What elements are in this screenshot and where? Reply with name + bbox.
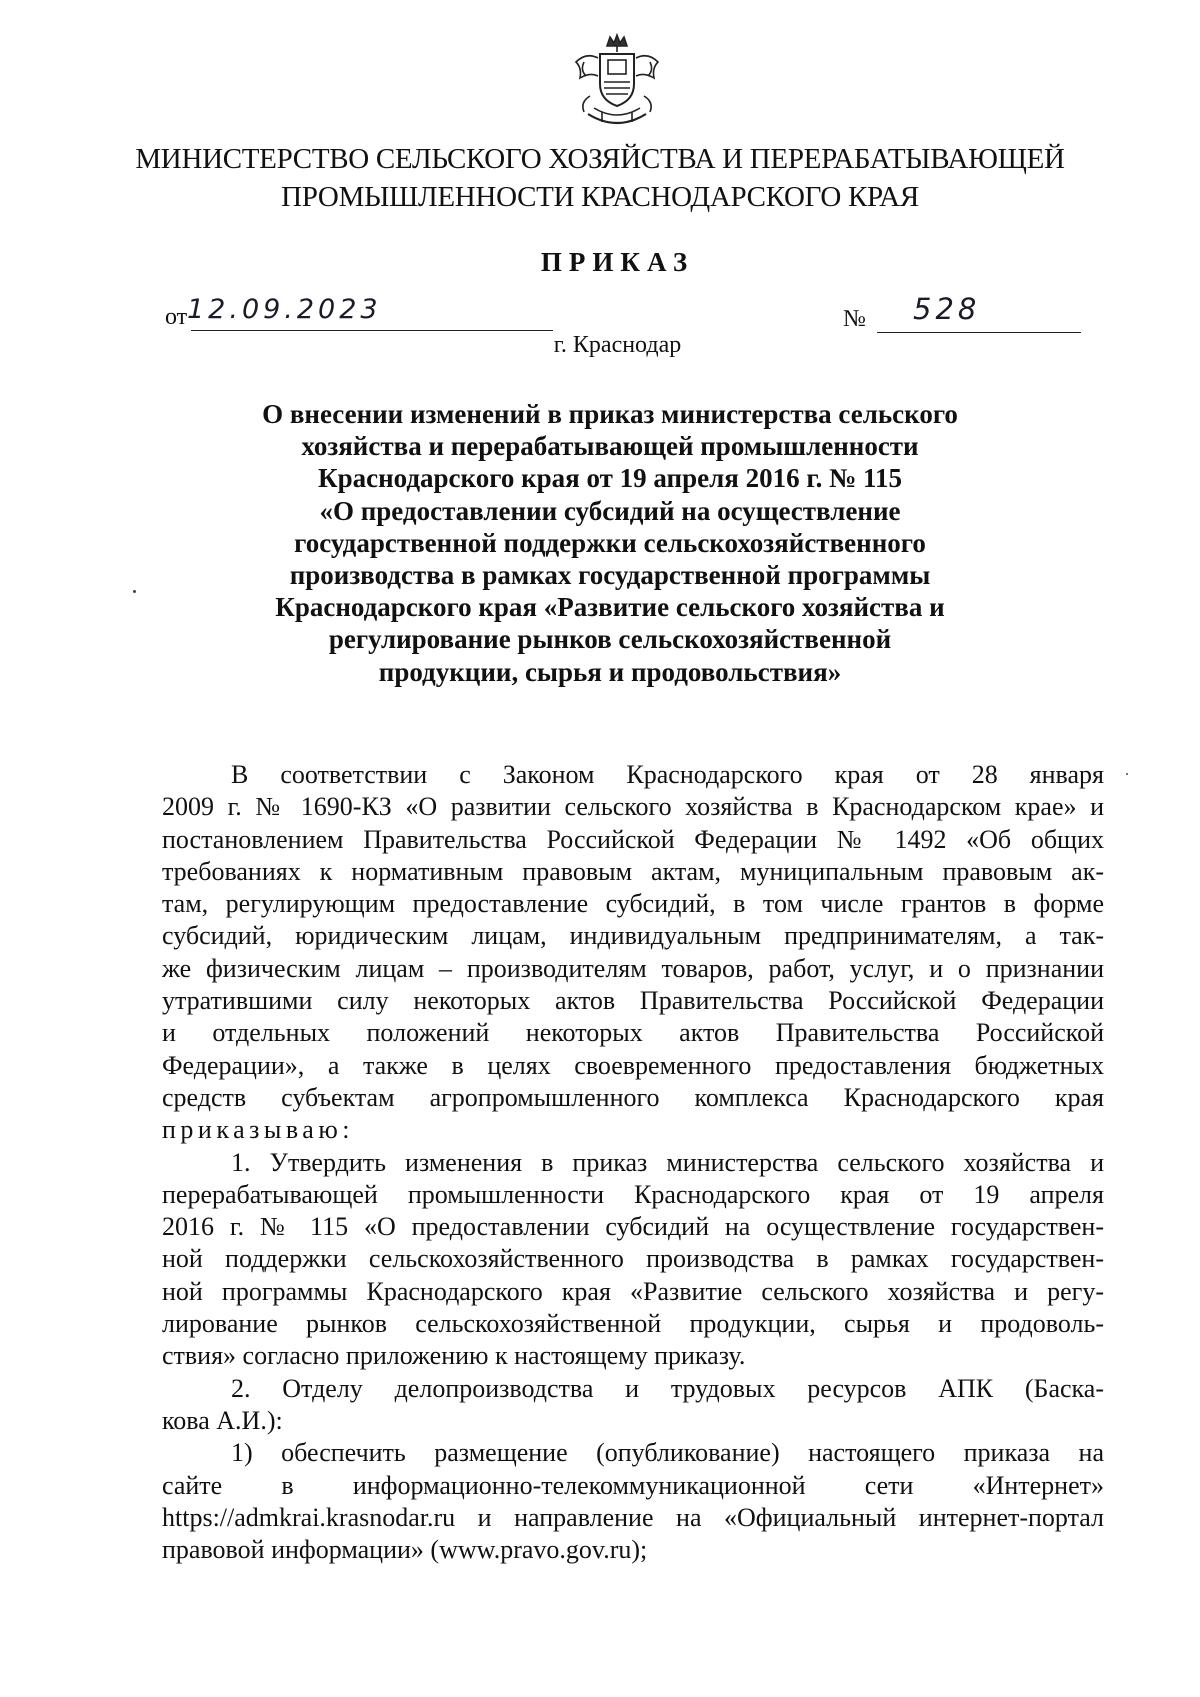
date-underline bbox=[191, 330, 553, 331]
body-line: правовой информации» (www.pravo.gov.ru); bbox=[162, 1535, 648, 1565]
body-line: субсидий, юридическим лицам, индивидуальным предпринимателям, а так- bbox=[162, 921, 1104, 951]
scan-speck bbox=[1126, 773, 1128, 775]
body-line: утратившими силу некоторых актов Правительства Российской Федерации bbox=[162, 986, 1104, 1016]
body-line: ной поддержки сельскохозяйственного производства в рамках государствен- bbox=[162, 1244, 1104, 1274]
ministry-name-line-1: МИНИСТЕРСТВО СЕЛЬСКОГО ХОЗЯЙСТВА И ПЕРЕРАБАТЫВАЮЩЕЙ bbox=[135, 143, 1065, 175]
body-line: перерабатывающей промышленности Краснодарского края от 19 апреля bbox=[162, 1179, 1104, 1209]
title-line: О внесении изменений в приказ министерства сельского bbox=[262, 399, 958, 429]
body-line: В соответствии с Законом Краснодарского края от 28 января bbox=[231, 760, 1104, 789]
handwritten-number: 528 bbox=[913, 292, 981, 326]
body-line: постановлением Правительства Российской Федерации № 1492 «Об общих bbox=[162, 824, 1104, 854]
ministry-name bbox=[100, 140, 1100, 216]
body-line: и отдельных положений некоторых актов Правительства Российской bbox=[162, 1018, 1104, 1048]
title-line: регулирование рынков сельскохозяйственной bbox=[328, 624, 892, 655]
body-line: 2016 г. № 115 «О предоставлении субсидий на осуществление государствен- bbox=[162, 1212, 1104, 1242]
body-line: ствия» согласно приложению к настоящему приказу. bbox=[162, 1341, 746, 1371]
body-line: https://admkrai.krasnodar.ru и направление на «Официальный интернет-портал bbox=[162, 1502, 1104, 1532]
body-line: 2. Отделу делопроизводства и трудовых ресурсов АПК (Баска- bbox=[231, 1373, 1104, 1403]
date-label: от bbox=[165, 304, 188, 330]
body-line: средств субъектам агропромышленного комплекса Краснодарского края bbox=[162, 1082, 1104, 1112]
title-line: производства в рамках государственной программы bbox=[289, 560, 931, 591]
body-line: там, регулирующим предоставление субсидий, в том числе грантов в форме bbox=[162, 889, 1104, 919]
body-line: требованиях к нормативным правовым актам, муниципальным правовым ак- bbox=[162, 856, 1104, 886]
order-title bbox=[160, 398, 1060, 688]
number-label: № bbox=[843, 306, 866, 332]
order-directive: приказываю: bbox=[162, 1115, 354, 1145]
coat-of-arms-emblem bbox=[562, 32, 672, 132]
body-line: лирование рынков сельскохозяйственной продукции, сырья и продоволь- bbox=[162, 1309, 1104, 1339]
body-line: же физическим лицам – производителям товаров, работ, услуг, и о признании bbox=[162, 953, 1104, 983]
title-line: государственной поддержки сельскохозяйственного bbox=[294, 527, 926, 558]
ministry-name-line-2: ПРОМЫШЛЕННОСТИ КРАСНОДАРСКОГО КРАЯ bbox=[281, 181, 919, 213]
body-line: Федерации», а также в целях своевременного предоставления бюджетных bbox=[162, 1050, 1104, 1080]
handwritten-date: 12.09.2023 bbox=[187, 294, 382, 325]
body-line: 1. Утвердить изменения в приказ министерства сельского хозяйства и bbox=[231, 1147, 1104, 1177]
body-line: 1) обеспечить размещение (опубликование) настоящего приказа на bbox=[231, 1438, 1104, 1468]
title-line: хозяйства и перерабатывающей промышленности bbox=[301, 431, 919, 462]
city-line: г. Краснодар bbox=[553, 332, 682, 358]
title-line: Краснодарского края «Развитие сельского хозяйства и bbox=[275, 592, 945, 623]
order-body bbox=[162, 759, 1104, 1566]
body-line: кова А.И.): bbox=[162, 1405, 283, 1435]
document-type-heading: ПРИКАЗ bbox=[540, 247, 695, 277]
title-line: Краснодарского края от 19 апреля 2016 г. № 115 bbox=[318, 463, 902, 494]
title-line: «О предоставлении субсидий на осуществление bbox=[319, 495, 901, 526]
body-line: ной программы Краснодарского края «Развитие сельского хозяйства и регу- bbox=[162, 1276, 1104, 1306]
title-line: продукции, сырья и продовольствия» bbox=[378, 656, 842, 687]
body-line: сайте в информационно-телекоммуникационной сети «Интернет» bbox=[162, 1470, 1104, 1500]
body-line: 2009 г. № 1690-КЗ «О развитии сельского хозяйства в Краснодарском крае» и bbox=[162, 792, 1104, 822]
scan-speck bbox=[133, 590, 136, 593]
